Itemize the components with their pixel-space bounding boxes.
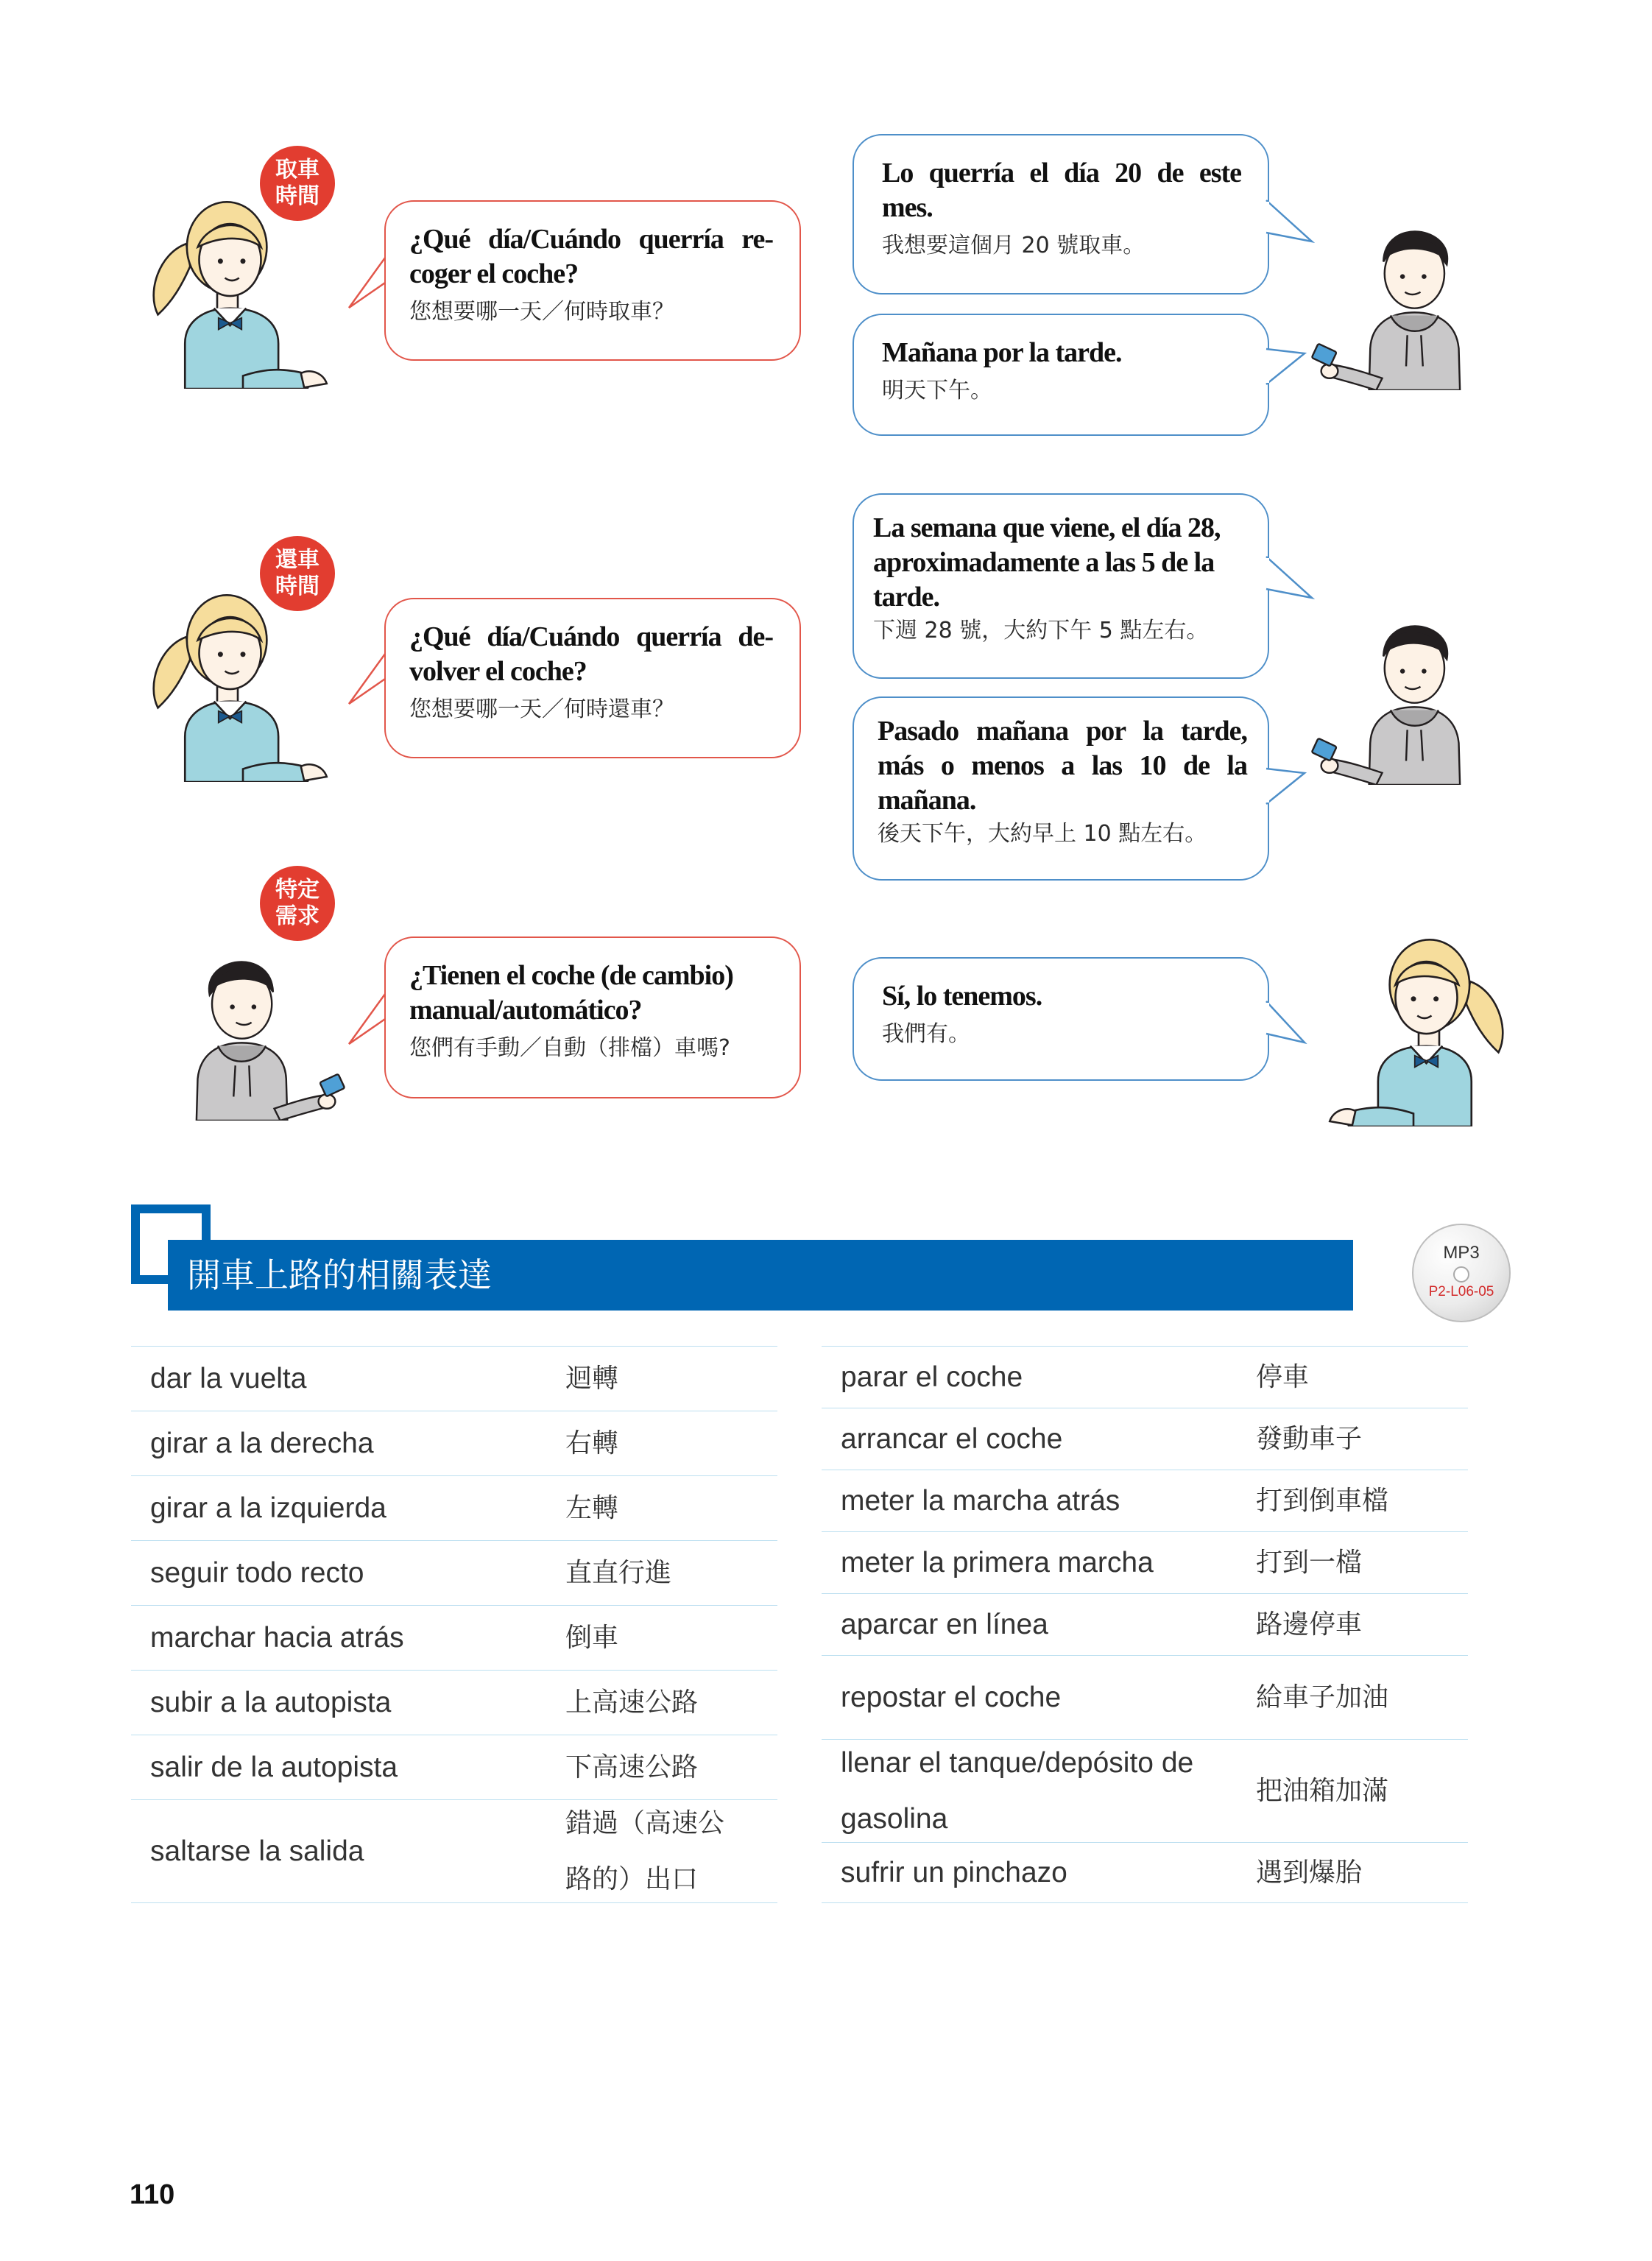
answer-zh: 我們有。 — [882, 1021, 970, 1047]
chinese-term: 路邊停車 — [1256, 1609, 1363, 1640]
table-row — [822, 1532, 1468, 1594]
spanish-term: repostar el coche — [841, 1681, 1062, 1713]
chinese-term: 打到倒車檔 — [1256, 1485, 1389, 1516]
question-zh: 您想要哪一天／何時取車？ — [409, 299, 674, 325]
female-agent-illustration — [133, 576, 353, 782]
question-bubble-return — [384, 598, 801, 758]
table-row — [131, 1347, 777, 1411]
chinese-term: 錯過（高速公路的）出口 — [565, 1807, 725, 1894]
question-es: ¿Qué día/Cuándo querría re-coger el coche? — [409, 224, 773, 289]
spanish-term: meter la marcha atrás — [841, 1484, 1120, 1517]
spanish-term: girar a la derecha — [150, 1427, 374, 1459]
table-row — [822, 1470, 1468, 1532]
spanish-term: girar a la izquierda — [150, 1492, 386, 1524]
table-row — [131, 1476, 777, 1541]
table-row — [131, 1735, 777, 1800]
answer-es: Pasado mañana por la tarde, más o menos a las 10 de la mañana. — [878, 716, 1247, 816]
chinese-term: 打到一檔 — [1256, 1547, 1363, 1578]
spanish-term: marchar hacia atrás — [150, 1621, 404, 1654]
section-title: 開車上路的相關表達 — [168, 1240, 1353, 1311]
track-code: P2-L06-05 — [1428, 1284, 1494, 1299]
chinese-term: 迴轉 — [565, 1363, 619, 1394]
question-zh: 您們有手動／自動（排檔）車嗎? — [409, 1035, 730, 1061]
spanish-term: arrancar el coche — [841, 1422, 1063, 1455]
bubble-tail — [346, 243, 390, 317]
chinese-term: 發動車子 — [1256, 1423, 1363, 1454]
answer-zh: 明天下午。 — [882, 378, 992, 403]
answer-es: Sí, lo tenemos. — [882, 981, 1042, 1012]
table-row — [131, 1800, 777, 1903]
spanish-term: sufrir un pinchazo — [841, 1856, 1067, 1888]
page-number: 110 — [130, 2179, 175, 2210]
vocab-table-right — [822, 1346, 1468, 1903]
table-row — [822, 1594, 1468, 1656]
chinese-term: 直直行進 — [565, 1557, 672, 1588]
table-row — [822, 1843, 1468, 1903]
table-row — [822, 1347, 1468, 1408]
spanish-term: meter la primera marcha — [841, 1546, 1154, 1579]
chinese-term: 右轉 — [565, 1428, 619, 1458]
spanish-term: salir de la autopista — [150, 1751, 398, 1783]
table-row — [822, 1740, 1468, 1843]
answer-es: Lo querría el día 20 de este mes. — [882, 158, 1241, 223]
spanish-term: saltarse la salida — [150, 1835, 364, 1867]
male-customer-illustration — [1296, 593, 1517, 785]
male-customer-illustration — [1296, 199, 1517, 390]
answer-zh: 我想要這個月 20 號取車。 — [882, 233, 1146, 258]
answer-bubble-special — [853, 957, 1269, 1081]
female-agent-illustration — [1303, 920, 1524, 1126]
spanish-term: subir a la autopista — [150, 1686, 392, 1718]
answer-es: Mañana por la tarde. — [882, 337, 1122, 368]
spanish-term: parar el coche — [841, 1361, 1023, 1393]
topic-badge-special-request: 特定 需求 — [260, 866, 335, 941]
answer-bubble-pickup-2 — [853, 314, 1269, 436]
answer-es: La semana que viene, el día 28, aproximadamente a las 5 de la tarde. — [873, 512, 1221, 613]
chinese-term: 給車子加油 — [1256, 1682, 1389, 1712]
bubble-tail — [346, 979, 390, 1053]
chinese-term: 下高速公路 — [565, 1752, 699, 1782]
mp3-label: MP3 — [1443, 1243, 1480, 1263]
disc-hole — [1453, 1266, 1469, 1283]
male-customer-illustration — [140, 929, 361, 1121]
topic-badge-return-time: 還車 時間 — [260, 536, 335, 611]
female-agent-illustration — [133, 183, 353, 389]
table-row — [131, 1606, 777, 1671]
chinese-term: 遇到爆胎 — [1256, 1857, 1363, 1888]
spanish-term: seguir todo recto — [150, 1556, 364, 1589]
question-bubble-special — [384, 937, 801, 1098]
vocab-table-left — [131, 1346, 777, 1903]
question-es: ¿Tienen el coche (de cambio) manual/automático? — [409, 960, 733, 1026]
answer-zh: 後天下午，大約早上 10 點左右。 — [878, 821, 1207, 847]
chinese-term: 把油箱加滿 — [1256, 1775, 1389, 1806]
table-row — [822, 1408, 1468, 1470]
question-bubble-pickup — [384, 200, 801, 361]
spanish-term: llenar el tanque/depósito de gasolina — [841, 1746, 1194, 1835]
chinese-term: 倒車 — [565, 1622, 619, 1653]
answer-bubble-return-2 — [853, 696, 1269, 881]
topic-badge-pickup-time: 取車 時間 — [260, 146, 335, 221]
chinese-term: 左轉 — [565, 1492, 619, 1523]
spanish-term: dar la vuelta — [150, 1362, 307, 1394]
answer-bubble-return-1 — [853, 493, 1269, 679]
bubble-tail — [1263, 998, 1307, 1050]
table-row — [822, 1656, 1468, 1740]
table-row — [131, 1411, 777, 1476]
question-zh: 您想要哪一天／何時還車？ — [409, 696, 674, 722]
chinese-term: 停車 — [1256, 1361, 1310, 1392]
chinese-term: 上高速公路 — [565, 1687, 699, 1718]
table-row — [131, 1671, 777, 1735]
bubble-tail — [346, 639, 390, 713]
table-row — [131, 1541, 777, 1606]
mp3-disc-icon[interactable] — [1412, 1224, 1511, 1322]
spanish-term: aparcar en línea — [841, 1608, 1048, 1640]
question-es: ¿Qué día/Cuándo querría de-volver el coche? — [409, 621, 773, 687]
answer-zh: 下週 28 號，大約下午 5 點左右。 — [873, 618, 1209, 643]
answer-bubble-pickup-1 — [853, 134, 1269, 294]
